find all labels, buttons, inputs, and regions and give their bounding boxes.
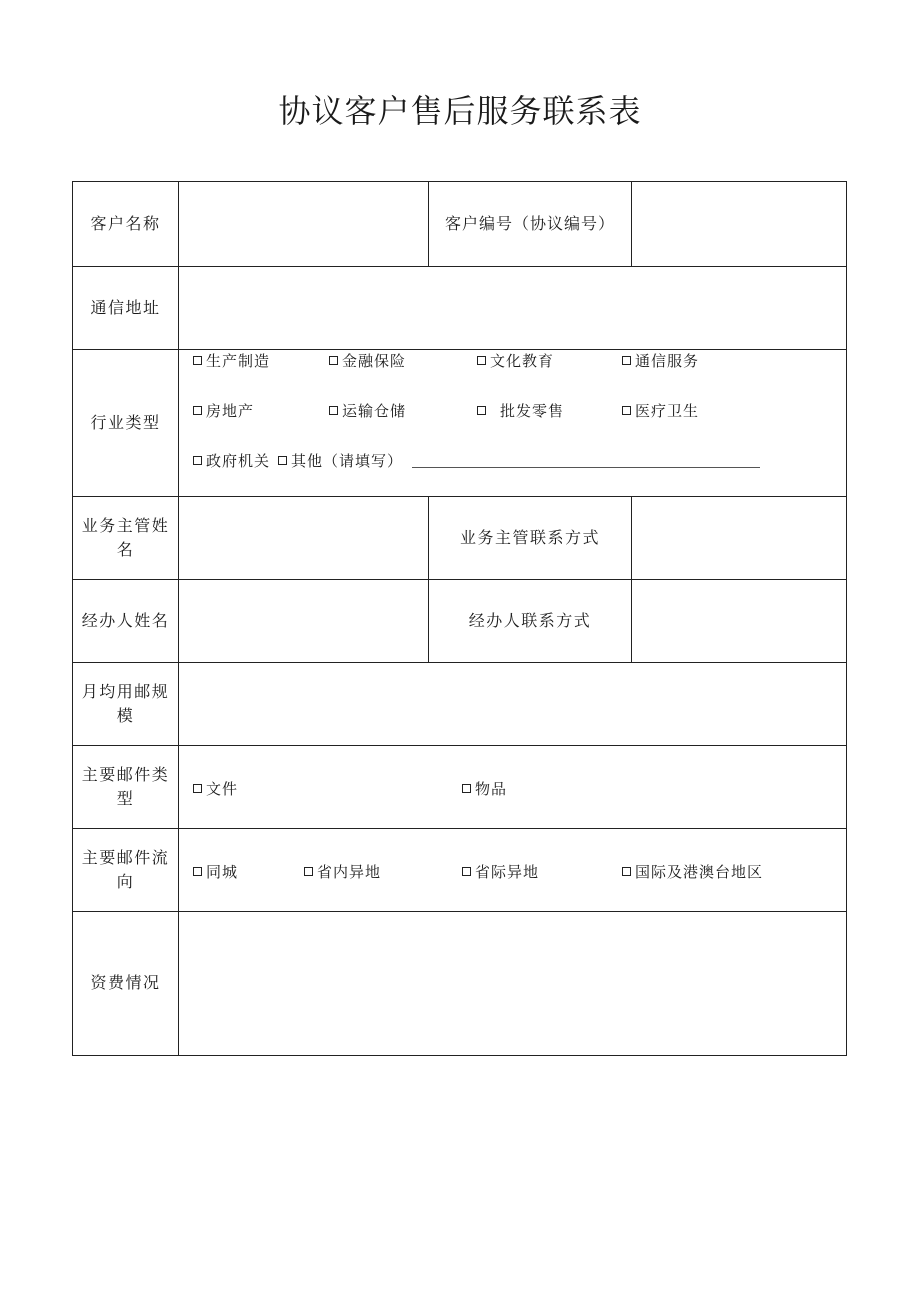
checkbox-icon[interactable] xyxy=(193,406,202,415)
address-label: 通信地址 xyxy=(90,297,161,317)
row-divider xyxy=(73,828,846,829)
manager-contact-field[interactable] xyxy=(632,497,846,579)
industry-option[interactable]: 文化教育 xyxy=(477,350,554,371)
address-field[interactable] xyxy=(179,267,846,349)
industry-option[interactable]: 批发零售 xyxy=(477,400,564,421)
checkbox-icon[interactable] xyxy=(193,867,202,876)
monthly-volume-label: 月均用邮规模 xyxy=(81,681,170,725)
service-contact-form xyxy=(72,181,847,1056)
checkbox-icon[interactable] xyxy=(477,356,486,365)
customer-name-field[interactable] xyxy=(179,182,428,266)
checkbox-icon[interactable] xyxy=(329,406,338,415)
checkbox-icon[interactable] xyxy=(329,356,338,365)
industry-option[interactable]: 政府机关 xyxy=(193,450,270,471)
customer-code-field[interactable] xyxy=(632,182,846,266)
checkbox-icon[interactable] xyxy=(278,456,287,465)
checkbox-icon[interactable] xyxy=(193,456,202,465)
form-title: 协议客户售后服务联系表 xyxy=(278,92,642,130)
mail-flow-label: 主要邮件流向 xyxy=(81,847,170,891)
industry-option[interactable]: 金融保险 xyxy=(329,350,406,371)
tariff-label: 资费情况 xyxy=(90,973,161,992)
handler-name-field[interactable] xyxy=(179,580,428,662)
manager-contact-label: 业务主管联系方式 xyxy=(459,527,600,547)
checkbox-icon[interactable] xyxy=(462,867,471,876)
industry-option[interactable]: 医疗卫生 xyxy=(622,400,699,421)
handler-contact-field[interactable] xyxy=(632,580,846,662)
checkbox-icon[interactable] xyxy=(304,867,313,876)
mail-type-option[interactable]: 物品 xyxy=(462,778,507,799)
checkbox-icon[interactable] xyxy=(622,867,631,876)
mail-flow-option[interactable]: 国际及港澳台地区 xyxy=(622,861,763,882)
checkbox-icon[interactable] xyxy=(622,406,631,415)
handler-name-label: 经办人姓名 xyxy=(81,610,170,630)
row-divider xyxy=(73,745,846,746)
manager-name-label: 业务主管姓名 xyxy=(81,515,170,559)
manager-name-field[interactable] xyxy=(179,497,428,579)
industry-option-other[interactable]: 其他（请填写） xyxy=(278,450,403,471)
tariff-field[interactable] xyxy=(179,912,846,1055)
customer-code-label: 客户编号（协议编号） xyxy=(444,214,615,233)
handler-contact-label: 经办人联系方式 xyxy=(468,610,592,630)
industry-label: 行业类型 xyxy=(90,412,161,432)
monthly-volume-field[interactable] xyxy=(179,663,846,745)
industry-option[interactable]: 通信服务 xyxy=(622,350,699,371)
checkbox-icon[interactable] xyxy=(193,356,202,365)
other-industry-input[interactable] xyxy=(412,467,760,468)
checkbox-icon[interactable] xyxy=(462,784,471,793)
mail-type-option[interactable]: 文件 xyxy=(193,778,238,799)
industry-option[interactable]: 房地产 xyxy=(193,400,254,421)
mail-flow-option[interactable]: 省际异地 xyxy=(462,861,539,882)
checkbox-icon[interactable] xyxy=(193,784,202,793)
checkbox-icon[interactable] xyxy=(477,406,486,415)
checkbox-icon[interactable] xyxy=(622,356,631,365)
industry-option[interactable]: 运输仓储 xyxy=(329,400,406,421)
customer-name-label: 客户名称 xyxy=(90,214,161,233)
mail-flow-option[interactable]: 同城 xyxy=(193,861,238,882)
mail-type-label: 主要邮件类型 xyxy=(81,764,170,808)
row-divider xyxy=(73,349,846,350)
industry-option[interactable]: 生产制造 xyxy=(193,350,270,371)
mail-flow-option[interactable]: 省内异地 xyxy=(304,861,381,882)
